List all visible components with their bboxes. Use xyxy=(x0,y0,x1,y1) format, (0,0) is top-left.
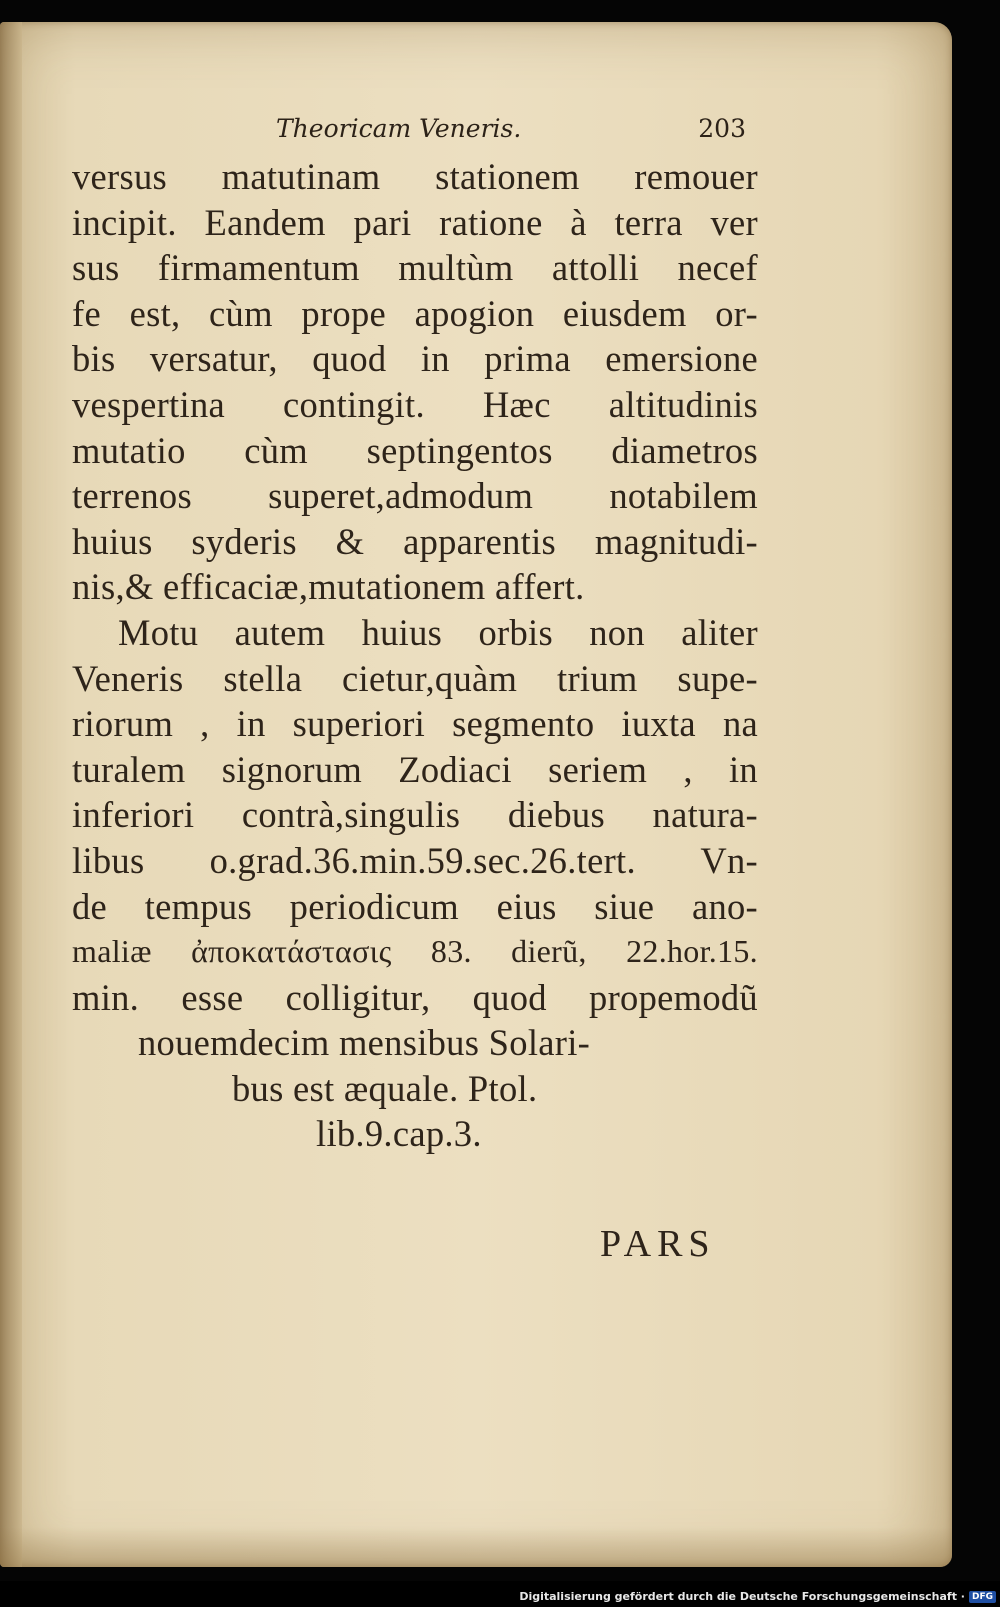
text-line: lib.9.cap.3. xyxy=(316,1113,482,1155)
text-line: mutatio cùm septingentos diametros xyxy=(72,429,758,471)
catchword: PARS xyxy=(600,1223,716,1265)
text-line: incipit. Eandem pari ratione à terra ver xyxy=(72,201,758,243)
running-head-title: Theoricam Veneris. xyxy=(276,114,522,143)
text-line: inferiori contrà,singulis diebus natura- xyxy=(72,794,758,836)
credit-text: Digitalisierung gefördert durch die Deutsche Forschungsgemeinschaft · xyxy=(519,1590,965,1603)
text-line: nis,& efficaciæ,mutationem affert. xyxy=(72,566,585,608)
text-line: sus firmamentum multùm attolli necef xyxy=(72,247,758,289)
running-head xyxy=(276,114,746,143)
book-page xyxy=(0,22,952,1567)
text-line: libus o.grad.36.min.59.sec.26.tert. Vn- xyxy=(72,839,758,881)
text-line: Veneris stella cietur,quàm trium supe- xyxy=(72,657,758,699)
text-line: Motu autem huius orbis non aliter xyxy=(118,611,758,653)
text-line: riorum , in superiori segmento iuxta na xyxy=(72,703,758,745)
text-line: versus matutinam stationem remouer xyxy=(72,156,758,197)
text-line: fe est, cùm prope apogion eiusdem or- xyxy=(72,292,758,334)
footer-bar xyxy=(0,1581,1000,1607)
text-line: min. esse colligitur, quod propemodũ xyxy=(72,976,758,1018)
text-line: bis versatur, quod in prima emersione xyxy=(72,338,758,380)
text-line: nouemdecim mensibus Solari- xyxy=(138,1022,591,1064)
text-line: terrenos superet,admodum notabilem xyxy=(72,475,758,517)
page-number: 203 xyxy=(698,114,746,143)
text-line: huius syderis & apparentis magnitudi- xyxy=(72,520,758,562)
text-line: de tempus periodicum eius siue ano- xyxy=(72,885,758,927)
digitization-credit xyxy=(519,1590,996,1603)
text-line: maliæ ἀποκατάστασις 83. dierũ, 22.hor.15. xyxy=(72,933,758,970)
dfg-logo: DFG xyxy=(969,1591,996,1603)
text-line: bus est æquale. Ptol. xyxy=(232,1067,538,1109)
body-text xyxy=(72,154,758,1157)
text-line: vespertina contingit. Hæc altitudinis xyxy=(72,383,758,425)
text-line: turalem signorum Zodiaci seriem , in xyxy=(72,748,758,790)
